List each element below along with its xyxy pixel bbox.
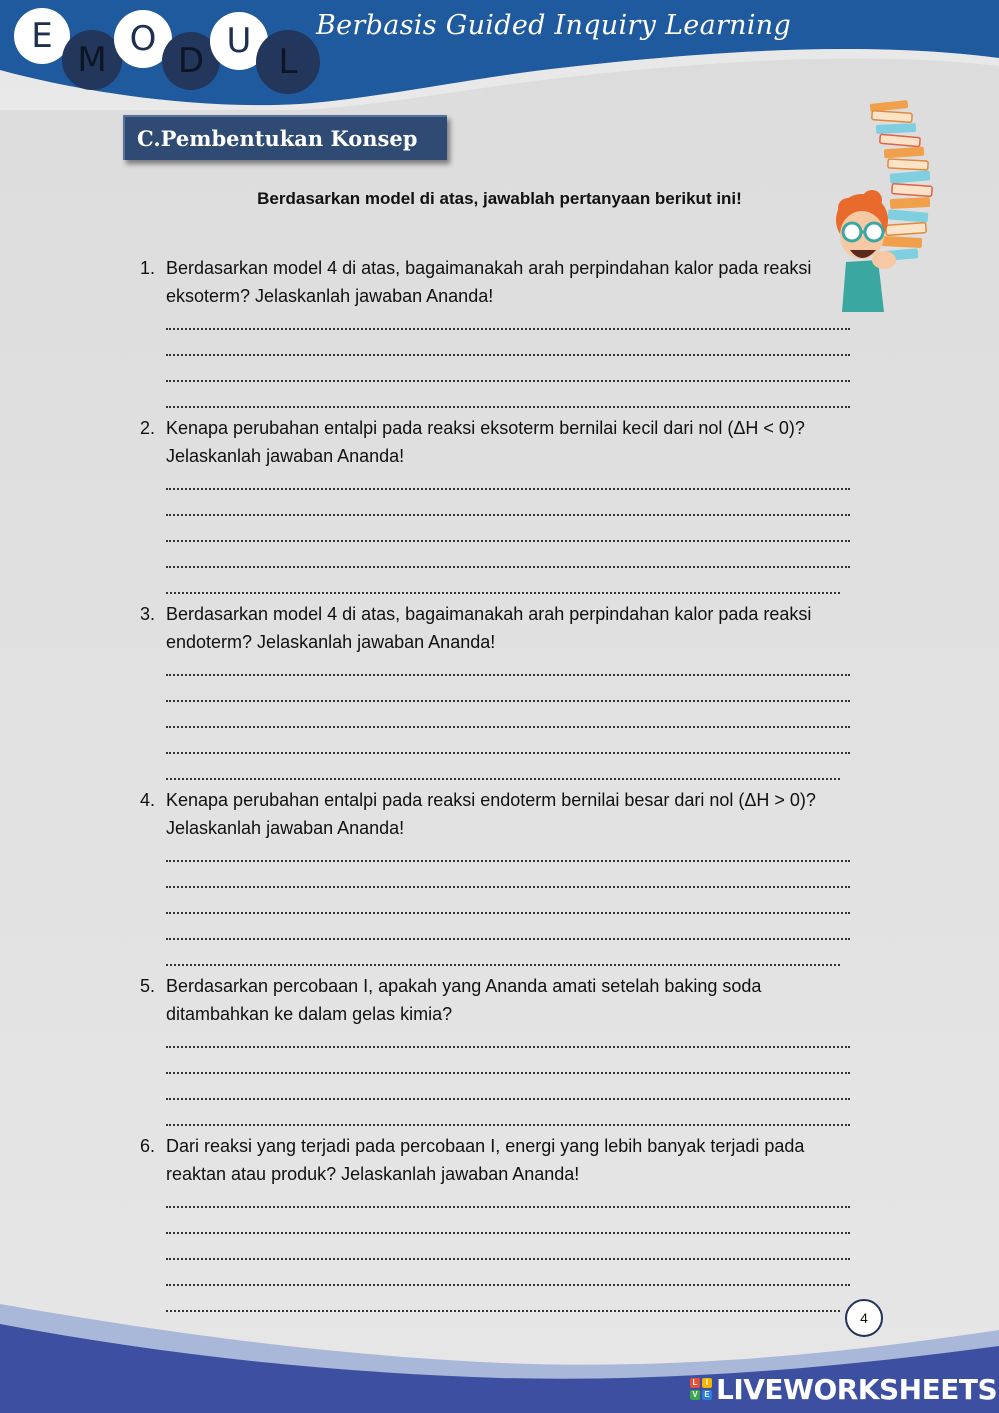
- answer-line[interactable]: [166, 548, 850, 574]
- question-text-line-2: endoterm? Jelaskanlah jawaban Ananda!: [166, 632, 496, 652]
- logo-letter-u: U: [210, 12, 268, 70]
- question-number: 3.: [140, 604, 156, 624]
- question-number: 2.: [140, 418, 156, 438]
- answer-line[interactable]: [166, 1106, 850, 1132]
- logo-letter-e: E: [14, 8, 70, 64]
- question-text-line-2: eksoterm? Jelaskanlah jawaban Ananda!: [166, 286, 494, 306]
- question-text-line-2: reaktan atau produk? Jelaskanlah jawaban Ananda!: [166, 1164, 580, 1184]
- answer-line[interactable]: [166, 336, 850, 362]
- question-text-line-1: Dari reaksi yang terjadi pada percobaan I, energi yang lebih banyak terjadi pada: [166, 1136, 805, 1156]
- header-subtitle: Berbasis Guided Inquiry Learning: [316, 10, 792, 41]
- answer-line[interactable]: [166, 894, 850, 920]
- liveworksheets-tile-icon: [690, 1378, 712, 1400]
- question-text-line-1: Berdasarkan percobaan I, apakah yang Ananda amati setelah baking soda: [166, 976, 762, 996]
- question-text-line-2: ditambahkan ke dalam gelas kimia?: [166, 1004, 453, 1024]
- instruction-text: Berdasarkan model di atas, jawablah pertanyaan berikut ini!: [257, 189, 742, 208]
- answer-line[interactable]: [166, 470, 850, 496]
- answer-line[interactable]: [166, 388, 850, 414]
- liveworksheets-logo: [690, 1372, 997, 1406]
- liveworksheets-wordmark: LIVEWORKSHEETS: [716, 1372, 998, 1406]
- tile-i: I: [702, 1378, 712, 1388]
- question-text-line-1: Berdasarkan model 4 di atas, bagaimanakah arah perpindahan kalor pada reaksi: [166, 258, 812, 278]
- question-number: 6.: [140, 1136, 156, 1156]
- header-banner: [0, 0, 999, 110]
- question-text-line-1: Kenapa perubahan entalpi pada reaksi endoterm bernilai besar dari nol (ΔH > 0)?: [166, 790, 816, 810]
- question-4: [140, 786, 850, 972]
- answer-line[interactable]: [166, 574, 850, 600]
- logo-letter-d: D: [162, 32, 220, 90]
- answer-line[interactable]: [166, 946, 850, 972]
- answer-line[interactable]: [166, 842, 850, 868]
- answer-line[interactable]: [166, 1188, 850, 1214]
- logo-letter-l: L: [256, 30, 320, 94]
- question-text-line-2: Jelaskanlah jawaban Ananda!: [166, 446, 405, 466]
- tile-e: E: [702, 1390, 712, 1400]
- answer-line[interactable]: [166, 1028, 850, 1054]
- question-3: [140, 600, 850, 786]
- answer-line[interactable]: [166, 708, 850, 734]
- answer-line[interactable]: [166, 734, 850, 760]
- question-number: 4.: [140, 790, 156, 810]
- answer-line[interactable]: [166, 1240, 850, 1266]
- logo-letter-m: M: [62, 30, 122, 90]
- section-title: C.Pembentukan Konsep: [123, 115, 447, 160]
- question-5: [140, 972, 850, 1132]
- answer-line[interactable]: [166, 362, 850, 388]
- question-text-line-1: Berdasarkan model 4 di atas, bagaimanakah arah perpindahan kalor pada reaksi: [166, 604, 812, 624]
- question-2: [140, 414, 850, 600]
- answer-line[interactable]: [166, 1054, 850, 1080]
- answer-line[interactable]: [166, 1266, 850, 1292]
- question-text-line-1: Kenapa perubahan entalpi pada reaksi eksoterm bernilai kecil dari nol (ΔH < 0)?: [166, 418, 805, 438]
- page-number-badge: [845, 1299, 883, 1337]
- answer-line[interactable]: [166, 682, 850, 708]
- answer-line[interactable]: [166, 760, 850, 786]
- page-number: 4: [860, 1310, 868, 1326]
- answer-line[interactable]: [166, 1080, 850, 1106]
- answer-line[interactable]: [166, 1214, 850, 1240]
- answer-line[interactable]: [166, 868, 850, 894]
- question-text-line-2: Jelaskanlah jawaban Ananda!: [166, 818, 405, 838]
- tile-l: L: [690, 1378, 700, 1388]
- answer-line[interactable]: [166, 522, 850, 548]
- answer-line[interactable]: [166, 496, 850, 522]
- question-number: 1.: [140, 258, 156, 278]
- logo-letter-o: O: [114, 10, 172, 68]
- tile-v: V: [690, 1390, 700, 1400]
- question-list: [140, 254, 850, 1318]
- answer-line[interactable]: [166, 656, 850, 682]
- answer-line[interactable]: [166, 920, 850, 946]
- question-number: 5.: [140, 976, 156, 996]
- answer-line[interactable]: [166, 310, 850, 336]
- question-1: [140, 254, 850, 414]
